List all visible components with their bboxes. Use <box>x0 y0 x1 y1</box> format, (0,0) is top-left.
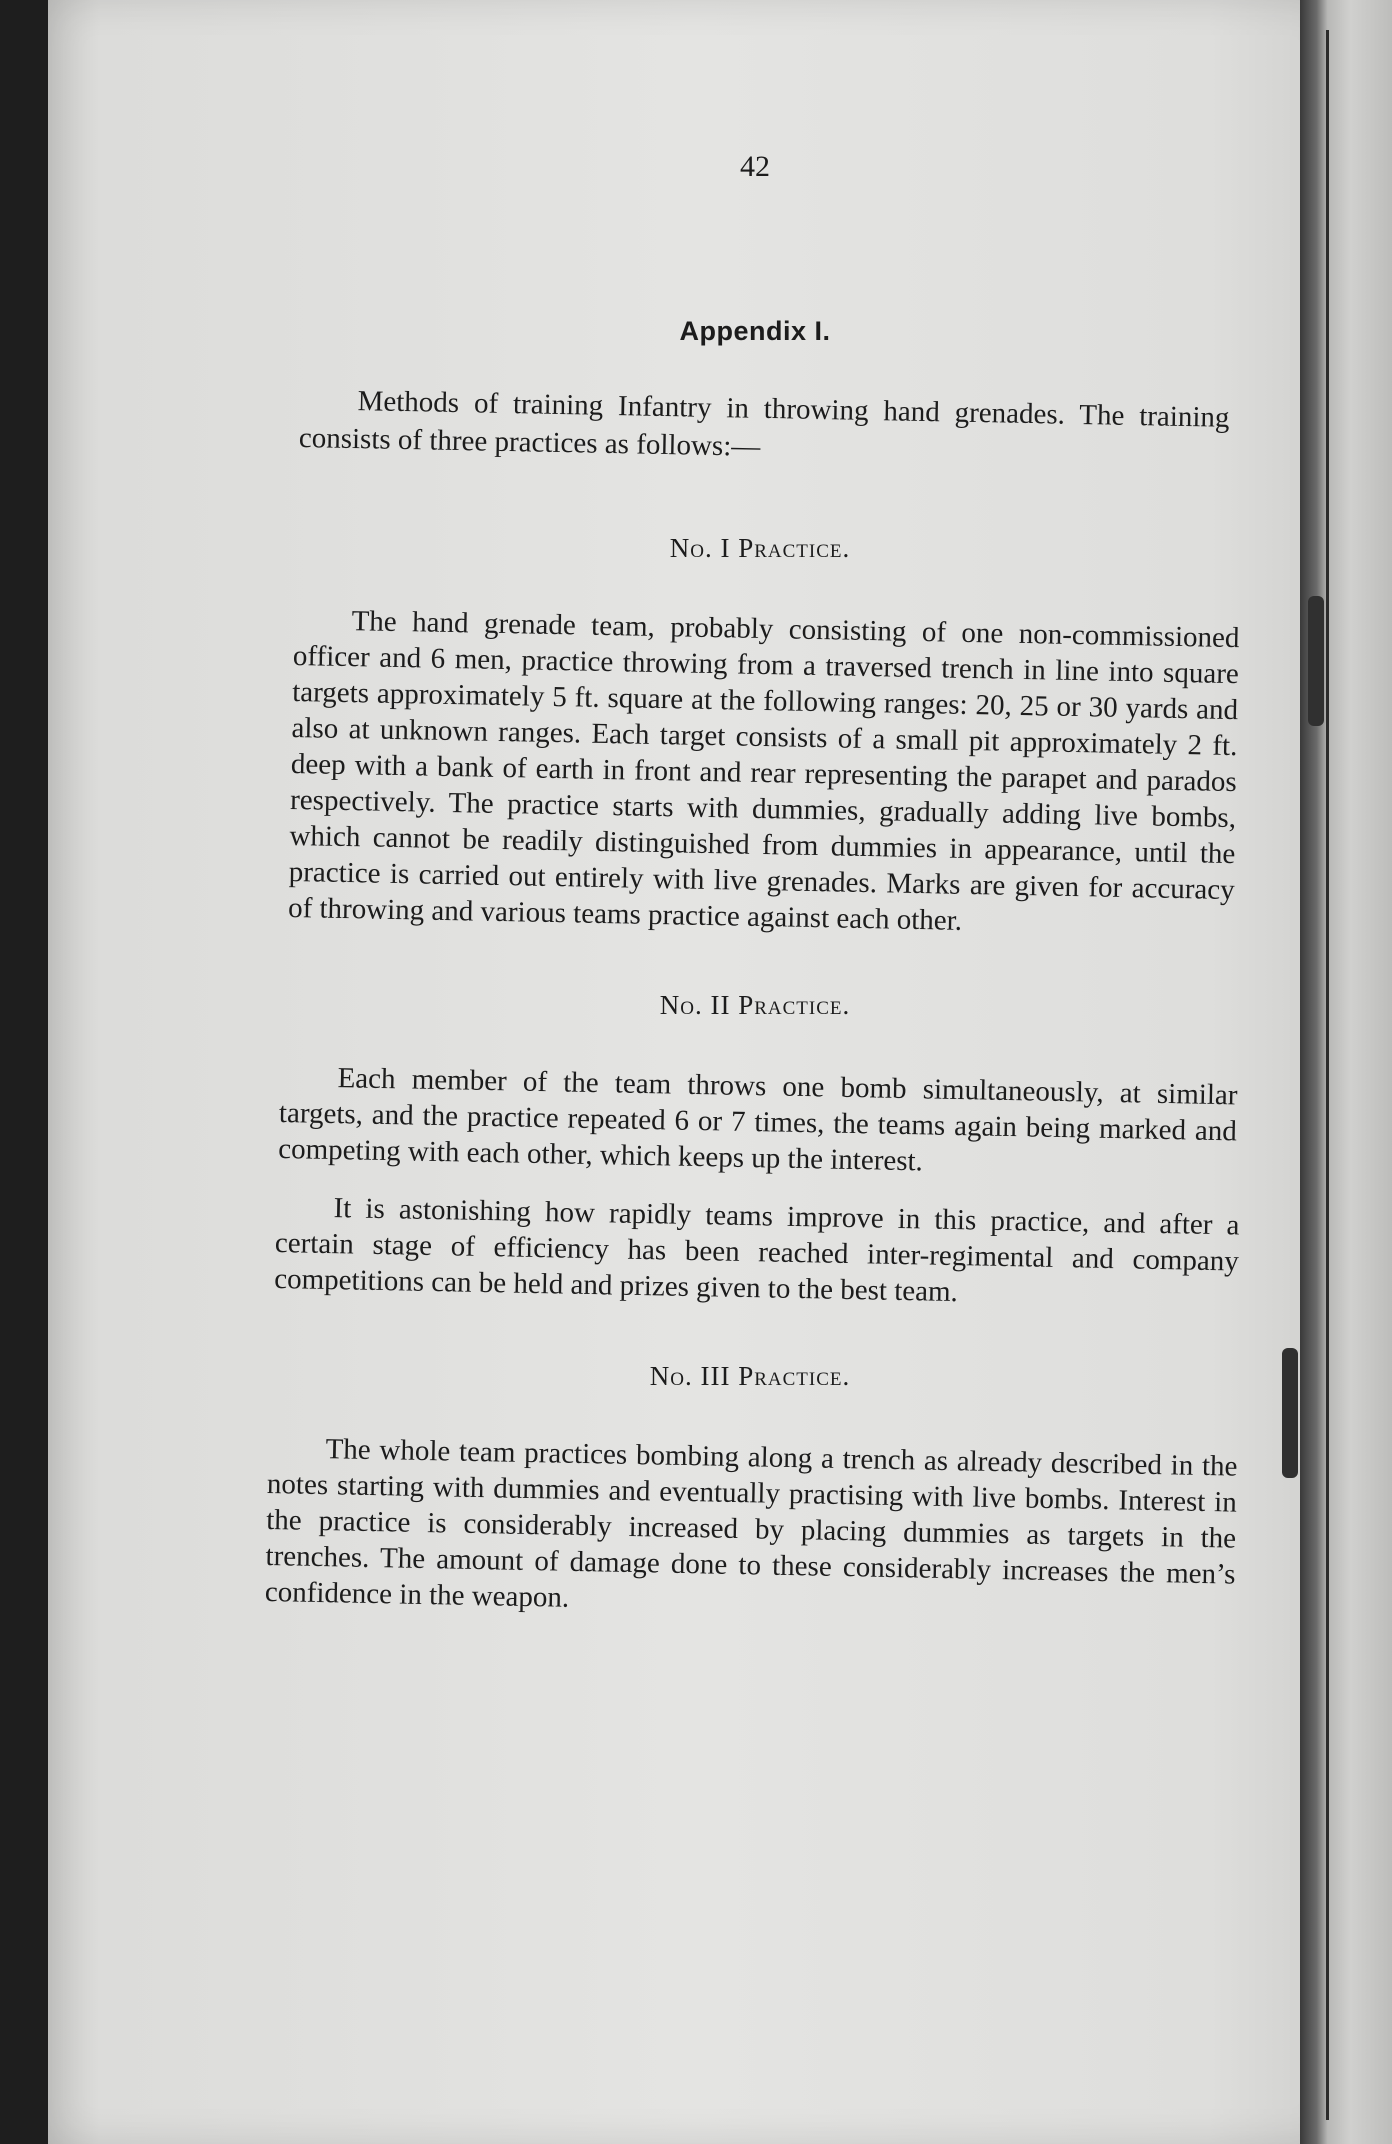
practice-2-paragraph-1: Each member of the team throws one bomb simultaneously, at similar targets, and the practice repeated 6 or 7 times, the teams again being marked and competing with each other, which keeps up the interest. <box>277 1062 1238 1178</box>
page-content <box>264 150 1240 1632</box>
intro-paragraph: Methods of training Infantry in throwing hand grenades. The training consists of three practices as follows:— <box>298 385 1230 463</box>
spine-edge <box>1326 30 1329 2120</box>
section-heading-practice-2: No. II Practice. <box>659 990 851 1020</box>
practice-3-paragraph: The whole team practices bombing along a trench as already described in the notes starting with dummies and eventually practising with live bombs. Interest in the practice is considerably increased by placing dummies as targets in the trenches. The amount of damage done to these considerably increases the men’s confidence in the weapon. <box>264 1433 1238 1614</box>
page-number: 42 <box>740 150 770 183</box>
appendix-title: Appendix I. <box>679 316 831 346</box>
practice-2-paragraph-2: It is astonishing how rapidly teams improve in this practice, and after a certain stage of efficiency has been reached inter-regimental and company competitions can be held and prizes given to the best team. <box>273 1192 1240 1309</box>
section-heading-practice-1: No. I Practice. <box>669 533 851 563</box>
binding-clip-top <box>1308 596 1324 726</box>
binding-clip-bottom <box>1282 1348 1298 1478</box>
book-spine <box>1300 0 1392 2144</box>
section-heading-practice-3: No. III Practice. <box>649 1361 851 1391</box>
practice-1-paragraph: The hand grenade team, probably consisting of one non-commissioned officer and 6 men, practice throwing from a traversed trench in line into square targets approximately 5 ft. square at the following ranges: 20, 25 or 30 yards and also at unknown ranges. Each target consists of a small pit approximately 2 ft. deep with a bank of earth in front and rear representing the parapet and parados respectively. The practice starts with dummies, gradually adding live bombs, which cannot be readily distinguished from dummies in appearance, until the practice is carried out entirely with live grenades. Marks are given for accuracy of throwing and various teams practice against each other. <box>287 605 1240 937</box>
